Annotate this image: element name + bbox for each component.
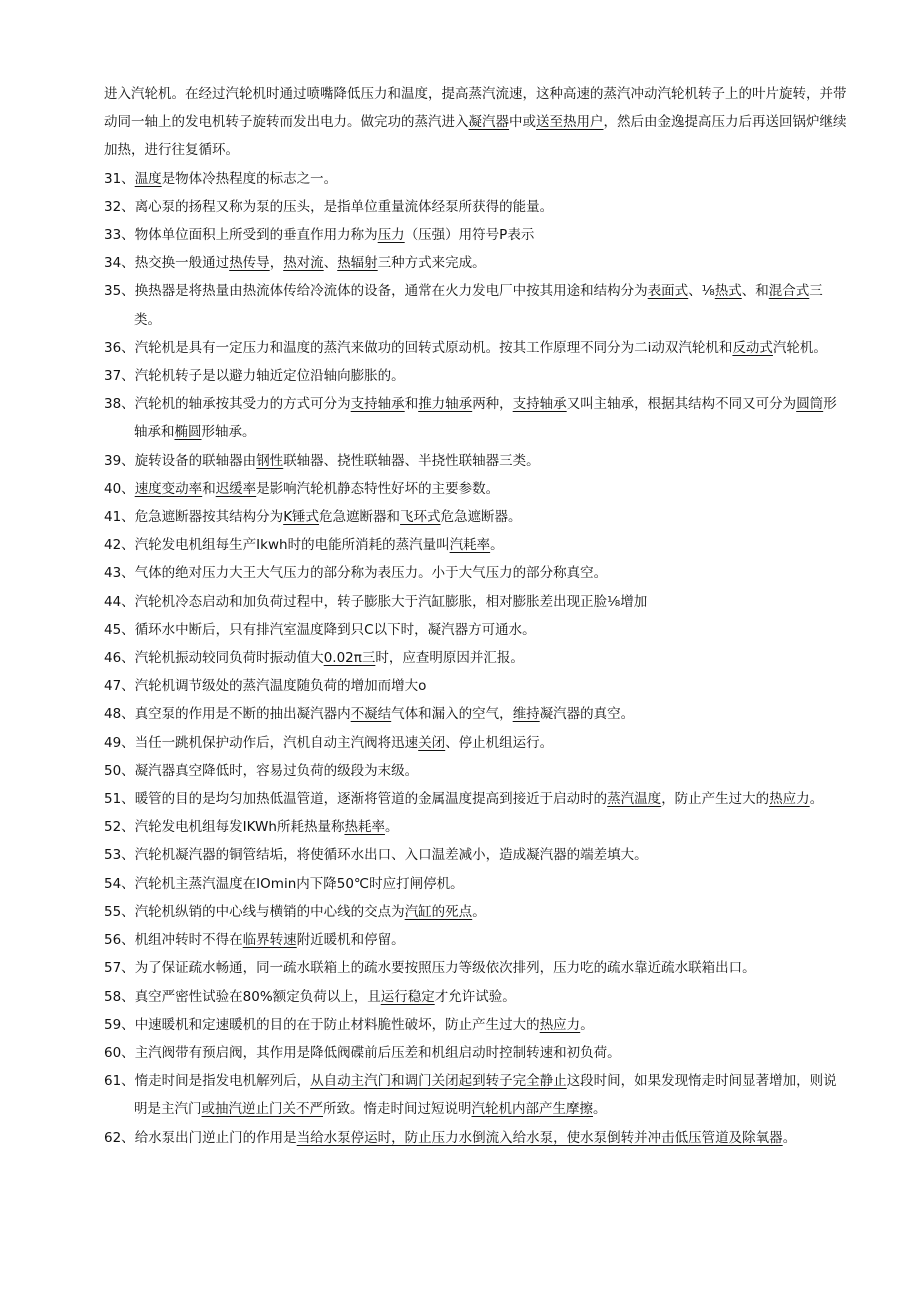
item-number: 34、 [104, 255, 135, 272]
list-item [104, 700, 849, 728]
text-segment: 。 [490, 537, 504, 554]
item-number: 35、 [104, 283, 135, 300]
list-item [104, 1124, 849, 1152]
underlined-answer: 不凝结 [350, 706, 392, 723]
text-segment: 所致。惰走时间过短说明 [323, 1101, 472, 1118]
text-segment: 离心泵的扬程又称为泵的压头，是指单位重量流体经泵所获得的能量。 [134, 198, 554, 215]
list-item [104, 1067, 849, 1123]
item-number: 56、 [104, 932, 135, 949]
list-item [104, 870, 849, 898]
item-number: 38、 [104, 396, 135, 413]
list-item [104, 193, 849, 221]
underlined-answer: 当给水泵停运时，防止压力水倒流入给水泵，使水泵倒转并冲击低压管道及除氧器 [296, 1129, 783, 1146]
text-segment: 联轴器、挠性联轴器、半挠性联轴器三类。 [283, 452, 540, 469]
underlined-answer: 运行稳定 [380, 988, 435, 1005]
list-item [104, 475, 849, 503]
item-number: 31、 [104, 170, 135, 187]
list-item [104, 616, 849, 644]
text-segment: 危急遮断器按其结构分为 [134, 509, 284, 526]
text-segment: 机组冲转时不得在 [134, 932, 243, 949]
text-segment: 又叫主轴承，根据其结构不同又可分为 [566, 396, 797, 413]
list-item [104, 757, 849, 785]
text-segment: 。 [782, 1129, 797, 1146]
list-item [104, 954, 849, 982]
underlined-answer: 热辐射 [337, 255, 378, 272]
list-item [104, 1039, 849, 1067]
list-item [104, 785, 849, 813]
text-segment: 热交换一般通过 [134, 255, 230, 272]
underlined-answer: 或抽汽逆止门关不严 [201, 1101, 323, 1118]
text-segment: 暖管的目的是均匀加热低温管道，逐渐将管道的金属温度提高到接近于启动时的 [134, 791, 608, 808]
item-number: 51、 [104, 791, 135, 808]
text-segment: 三种方式来完成。 [377, 255, 486, 272]
underlined-answer: 蒸汽温度 [607, 791, 662, 808]
item-number: 41、 [104, 509, 135, 526]
text-segment: 形轴承。 [201, 424, 256, 441]
text-segment: 给水泵出门逆止门的作用是 [134, 1129, 297, 1146]
item-number: 37、 [104, 368, 135, 385]
text-segment: 汽轮机主蒸汽温度在IOmin内下降50℃时应打闸停机。 [134, 875, 464, 892]
underlined-answer: 汽轮机内部产生摩擦 [471, 1101, 593, 1118]
text-segment: 换热器是将热量由热流体传给冷流体的设备，通常在火力发电厂中按其用途和结构分为 [134, 283, 648, 300]
text-segment: 汽轮发电机组每发IKWh所耗热量称 [134, 819, 345, 836]
underlined-answer: 迟缓率 [215, 480, 257, 497]
list-item [104, 503, 849, 531]
underlined-answer: 0.02π三 [323, 650, 376, 667]
item-number: 40、 [104, 480, 135, 497]
text-segment: 、⅛ [688, 283, 715, 300]
list-item [104, 729, 849, 757]
text-segment: 。 [593, 1101, 607, 1118]
text-segment: 循环水中断后，只有排汽室温度降到只C以下时，凝汽器方可通水。 [134, 621, 536, 638]
text-segment: 惰走时间是指发电机解列后， [134, 1073, 311, 1090]
item-number: 48、 [104, 706, 135, 723]
underlined-answer: 维持 [512, 706, 540, 723]
list-item [104, 983, 849, 1011]
underlined-answer: 汽耗率 [449, 537, 491, 554]
item-number: 36、 [104, 339, 135, 356]
item-number: 59、 [104, 1016, 135, 1033]
underlined-answer: 汽缸的死点 [404, 903, 473, 920]
intro-paragraph [104, 80, 849, 165]
list-item [104, 531, 849, 559]
text-segment: 真空泵的作用是不断的抽出凝汽器内 [134, 706, 351, 723]
underlined-answer: 从自动主汽门和调门关闭起到转子完全静止 [310, 1073, 567, 1090]
text-segment: 是影响汽轮机静态特性好坏的主要参数。 [256, 480, 500, 497]
text-segment: 汽轮发电机组每生产Ikwh时的电能所消耗的蒸汽量叫 [134, 537, 450, 554]
item-number: 50、 [104, 762, 135, 779]
text-segment: ， [269, 255, 284, 272]
item-number: 52、 [104, 819, 135, 836]
underlined-answer: 温度 [134, 170, 162, 187]
underlined-answer: 热对流 [283, 255, 324, 272]
text-segment: 才允许试验。 [434, 988, 516, 1005]
underlined-answer: 热应力 [539, 1016, 581, 1033]
text-segment: 汽轮机的轴承按其受力的方式可分为 [134, 396, 351, 413]
underlined-answer: 热应力 [769, 791, 810, 808]
text-segment: 中速暖机和定速暖机的目的在于防止材料脆性破坏，防止产生过大的 [134, 1016, 540, 1033]
item-number: 44、 [104, 593, 135, 610]
list-item [104, 813, 849, 841]
item-number: 61、 [104, 1073, 135, 1090]
underlined-answer: 速度变动率 [134, 480, 203, 497]
text-segment: 形轴承和 [134, 396, 837, 441]
text-segment: 凝汽器真空降低时，容易过负荷的级段为末级。 [134, 762, 419, 779]
text-segment: 真空严密性试验在80%额定负荷以上，且 [134, 988, 381, 1005]
text-segment: 和 [202, 480, 216, 497]
text-segment: 进入汽轮机。在经过汽轮机时通过喷嘴降低压力和温度，提高蒸汽流速，这种高速的蒸汽冲动汽轮机转子上的叶片旋转，并带动同一轴上的发电机转子旋转而发出电力。做完功的蒸汽进入 [104, 86, 847, 131]
text-segment: 凝汽器的真空。 [539, 706, 635, 723]
text-segment: 。 [472, 903, 486, 920]
item-number: 53、 [104, 847, 135, 864]
text-segment: 两种， [472, 396, 513, 413]
item-number: 60、 [104, 1044, 135, 1061]
underlined-answer: 飞环式 [400, 509, 441, 526]
question-list [104, 165, 849, 1152]
text-segment: 。 [384, 819, 399, 836]
list-item [104, 898, 849, 926]
underlined-answer: 凝汽器 [468, 114, 509, 131]
item-number: 54、 [104, 875, 135, 892]
item-number: 62、 [104, 1129, 135, 1146]
list-item [104, 249, 849, 277]
text-segment: ，然后由金逸提高压力后再送回锅炉继续加热，进行往复循环。 [104, 114, 847, 159]
item-number: 47、 [104, 678, 135, 695]
list-item [104, 165, 849, 193]
text-segment: 汽轮机。 [772, 339, 827, 356]
underlined-answer: 热式 [714, 283, 742, 300]
list-item [104, 588, 849, 616]
underlined-answer: 送至热用户 [536, 114, 604, 131]
text-segment: 、 [323, 255, 338, 272]
list-item [104, 559, 849, 587]
text-segment: 当任一跳机保护动作后，汽机自动主汽阀将迅速 [134, 734, 419, 751]
list-item [104, 926, 849, 954]
list-item [104, 362, 849, 390]
underlined-answer: 推力轴承 [418, 396, 473, 413]
list-item [104, 390, 849, 446]
text-segment: 汽轮机转子是以避力轴近定位沿轴向膨胀的。 [134, 368, 405, 385]
text-segment: 。 [580, 1016, 594, 1033]
list-item [104, 644, 849, 672]
text-segment: 汽轮机凝汽器的铜管结垢，将使循环水出口、入口温差减小，造成凝汽器的端差填大。 [134, 847, 648, 864]
text-segment: 、和 [741, 283, 769, 300]
underlined-answer: 热传导 [229, 255, 270, 272]
underlined-answer: 反动式 [732, 339, 773, 356]
text-segment: 是物体冷热程度的标志之一。 [161, 170, 338, 187]
underlined-answer: 支持轴承 [512, 396, 567, 413]
item-number: 32、 [104, 198, 135, 215]
text-segment: 汽轮机纵销的中心线与横销的中心线的交点为 [134, 903, 405, 920]
text-segment: 三类。 [134, 283, 823, 328]
underlined-answer: 圆筒 [796, 396, 824, 413]
item-number: 58、 [104, 988, 135, 1005]
underlined-answer: 支持轴承 [350, 396, 405, 413]
text-segment: 气体的绝对压力大王大气压力的部分称为表压力。小于大气压力的部分称真空。 [134, 565, 608, 582]
list-item [104, 1011, 849, 1039]
underlined-answer: 混合式 [768, 283, 810, 300]
item-number: 46、 [104, 650, 135, 667]
underlined-answer: 压力 [377, 227, 405, 244]
item-number: 49、 [104, 734, 135, 751]
item-number: 55、 [104, 903, 135, 920]
text-segment: 气体和漏入的空气， [391, 706, 513, 723]
text-segment: 物体单位面积上所受到的垂直作用力称为 [134, 227, 378, 244]
text-segment: 旋转设备的联轴器由 [134, 452, 257, 469]
text-segment: 、停止机组运行。 [445, 734, 554, 751]
text-segment: 时，应查明原因并汇报。 [375, 650, 524, 667]
underlined-answer: 钢性 [256, 452, 284, 469]
text-segment: 汽轮机振动较同负荷时振动值大 [134, 650, 324, 667]
underlined-answer: K锤式 [283, 509, 320, 526]
text-segment: 危急遮断器。 [440, 509, 522, 526]
item-number: 39、 [104, 452, 135, 469]
text-segment: 汽轮机是具有一定压力和温度的蒸汽来做功的回转式原动机。按其工作原理不同分为二i动双汽轮机和 [134, 339, 733, 356]
item-number: 43、 [104, 565, 135, 582]
list-item [104, 841, 849, 869]
underlined-answer: 椭圆 [174, 424, 202, 441]
text-segment: 中或 [509, 114, 536, 131]
text-segment: ，防止产生过大的 [661, 791, 770, 808]
list-item [104, 221, 849, 249]
document-body [104, 80, 849, 1152]
text-segment: 和 [404, 396, 419, 413]
item-number: 57、 [104, 960, 135, 977]
text-segment: 汽轮机冷态启动和加负荷过程中，转子膨胀大于汽缸膨胀，相对膨胀差出现正脸⅛增加 [134, 593, 648, 610]
list-item [104, 672, 849, 700]
item-number: 33、 [104, 227, 135, 244]
list-item [104, 447, 849, 475]
text-segment: 主汽阀带有预启阀，其作用是降低阀碟前后压差和机组启动时控制转速和初负荷。 [134, 1044, 621, 1061]
text-segment: 。 [809, 791, 824, 808]
item-number: 42、 [104, 537, 135, 554]
text-segment: 危急遮断器和 [319, 509, 401, 526]
underlined-answer: 表面式 [647, 283, 689, 300]
text-segment: 为了保证疏水畅通，同一疏水联箱上的疏水要按照压力等级依次排列，压力吃的疏水靠近疏水联箱出口。 [134, 960, 756, 977]
text-segment: （压强）用符号P表示 [404, 227, 535, 244]
underlined-answer: 热耗率 [344, 819, 385, 836]
text-segment: 附近暖机和停留。 [296, 932, 405, 949]
text-segment: 汽轮机调节级处的蒸汽温度随负荷的增加而增大o [134, 678, 427, 695]
list-item [104, 277, 849, 333]
underlined-answer: 关闭 [418, 734, 446, 751]
item-number: 45、 [104, 621, 135, 638]
list-item [104, 334, 849, 362]
text-segment: 这段时间，如果发现惰走时间显著增加，则说明是主汽门 [134, 1073, 837, 1118]
underlined-answer: 临界转速 [242, 932, 297, 949]
